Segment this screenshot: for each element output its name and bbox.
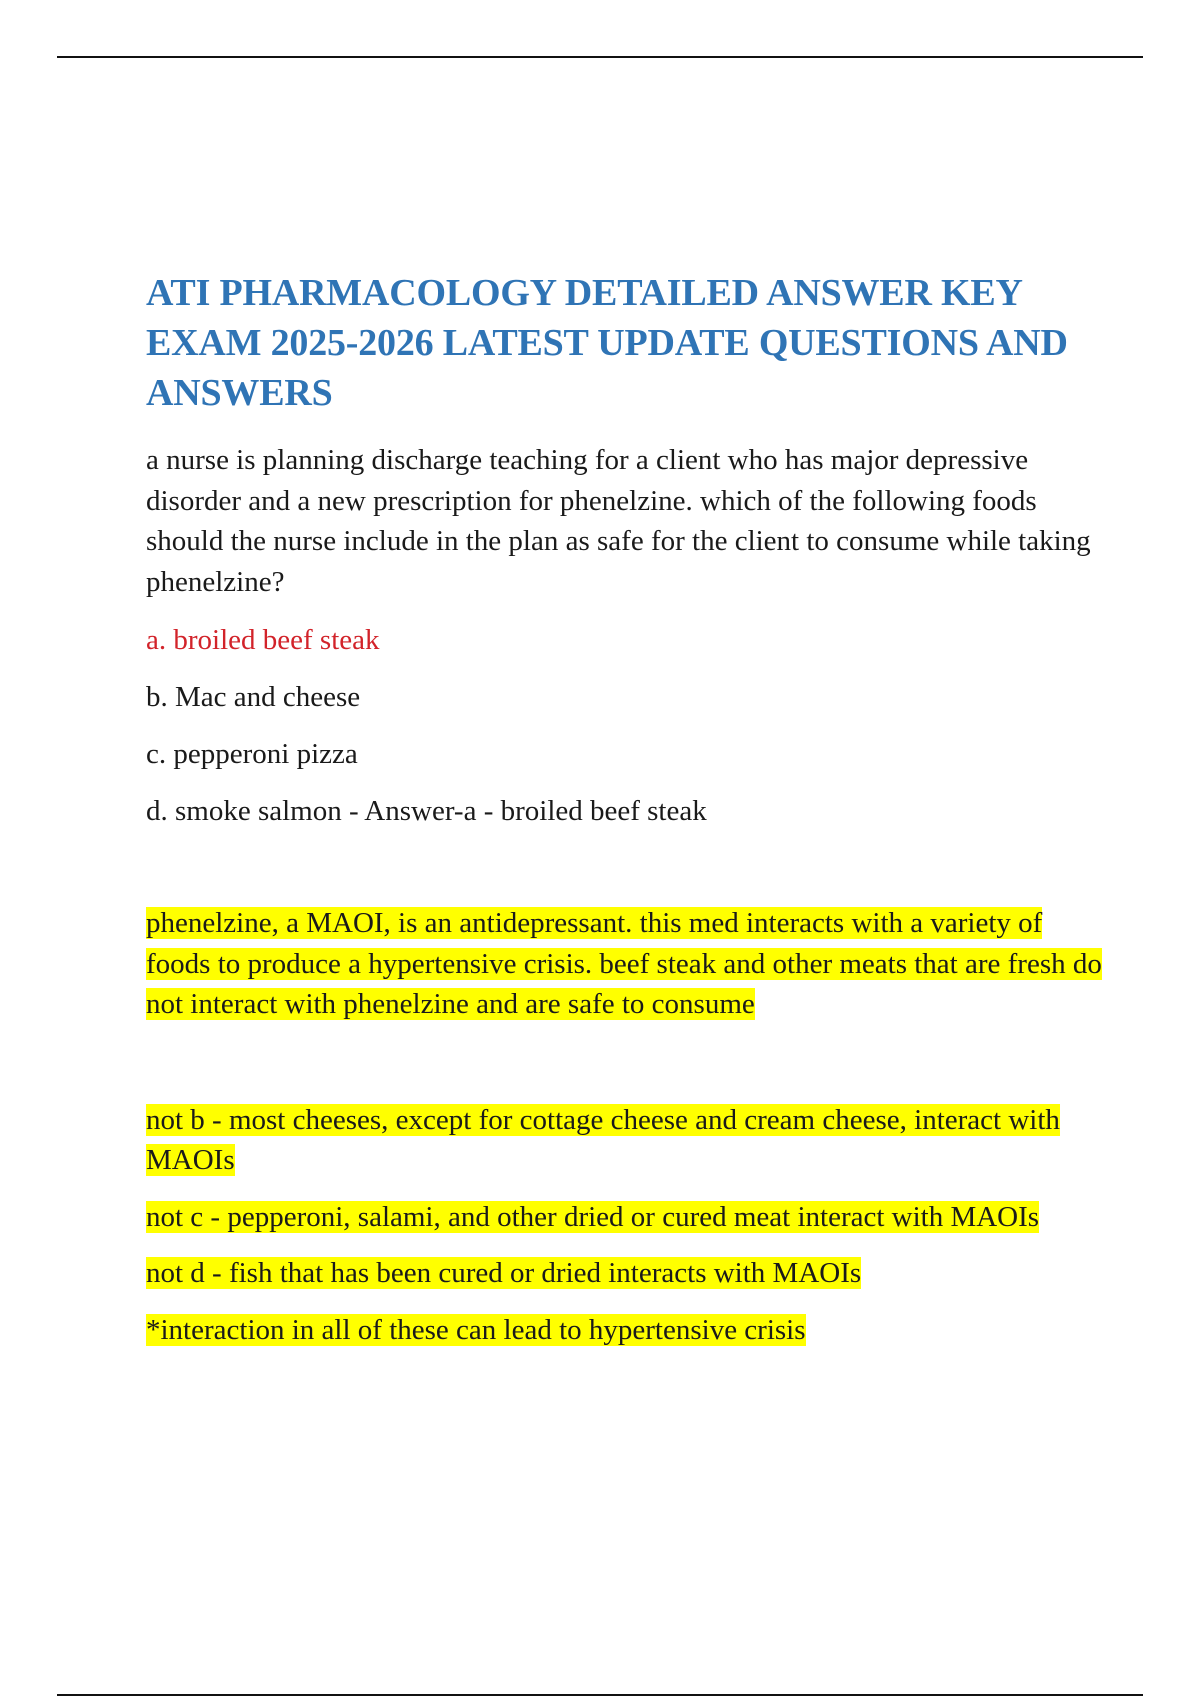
not-b-text: not b - most cheeses, except for cottage cheese and cream cheese, interact with MAOIs [146,1103,1060,1176]
rationale-paragraph [146,903,1106,1025]
not-b-paragraph [146,1100,1106,1181]
not-c-text: not c - pepperoni, salami, and other dried or cured meat interact with MAOIs [146,1200,1040,1233]
not-c-paragraph [146,1197,1106,1238]
option-a-correct: a. broiled beef steak [146,624,380,656]
bottom-divider [57,1694,1143,1696]
question-text: a nurse is planning discharge teaching for a client who has major depressive disorder and a new prescription for phenelzine. which of the following foods should the nurse include in the plan as safe for the client to consume while taking phenelzine? [146,444,1091,598]
note-text: *interaction in all of these can lead to hypertensive crisis [146,1313,806,1346]
rationale-text: phenelzine, a MAOI, is an antidepressant. this med interacts with a variety of foods to produce a hypertensive crisis. beef steak and other meats that are fresh do not interact with phenelzine and are safe to consume [146,907,1102,1020]
document-title: ATI PHARMACOLOGY DETAILED ANSWER KEY EXAM 2025-2026 LATEST UPDATE QUESTIONS AND ANSWERS [146,272,1068,414]
not-d-paragraph [146,1253,1106,1294]
document-body [146,268,1106,1350]
option-b: b. Mac and cheese [146,681,361,713]
top-divider [57,56,1143,58]
option-c: c. pepperoni pizza [146,738,358,770]
not-d-text: not d - fish that has been cured or dried interacts with MAOIs [146,1257,862,1289]
note-paragraph [146,1310,1106,1351]
option-d-answer: d. smoke salmon - Answer-a - broiled beef steak [146,795,707,827]
